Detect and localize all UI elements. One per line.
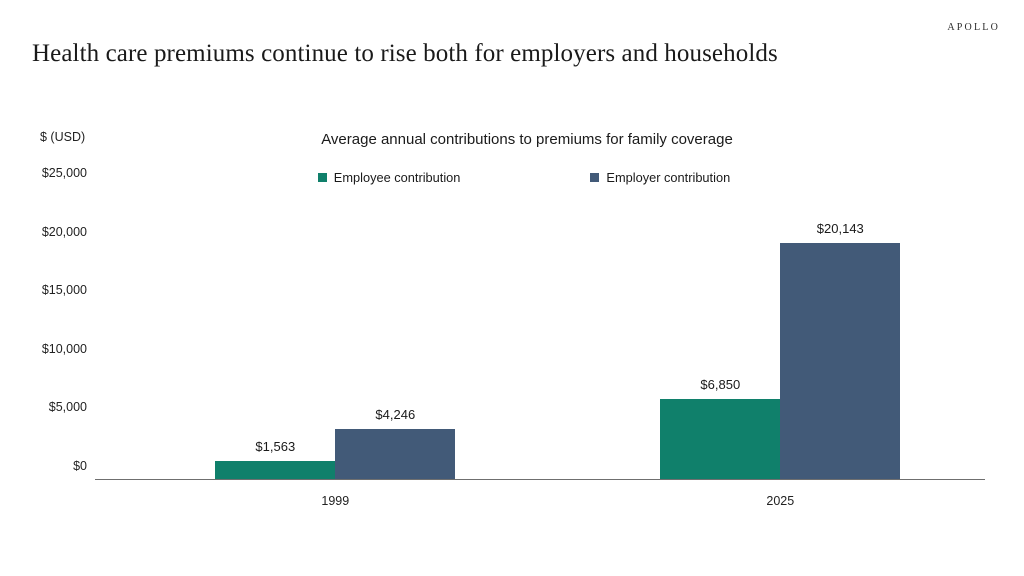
legend-item-employee: [318, 170, 461, 185]
x-axis-tick-label: 2025: [766, 494, 795, 508]
legend-swatch-employee: [318, 173, 327, 182]
apollo-logo: APOLLO: [947, 22, 1000, 33]
y-axis-tick-label: $10,000: [41, 341, 87, 356]
bar-value-label: $4,246: [375, 407, 416, 423]
chart-legend: [0, 170, 1024, 185]
legend-label-employer: Employer contribution: [606, 170, 731, 185]
page-title: Health care premiums continue to rise both for employers and households: [32, 40, 778, 67]
legend-swatch-employer: [590, 173, 599, 182]
y-axis-tick-label: $20,000: [41, 224, 87, 239]
y-axis-tick-label: $0: [73, 459, 87, 473]
bar-2025-employer: [780, 220, 900, 479]
y-axis-tick-label: $15,000: [41, 283, 87, 298]
bar-value-label: $1,563: [255, 438, 296, 454]
chart-title: Average annual contributions to premiums for family coverage: [321, 131, 733, 148]
y-axis-tick-label: $5,000: [48, 400, 87, 415]
x-axis-tick-label: 1999: [321, 494, 350, 508]
bar-value-label: $6,850: [700, 376, 741, 392]
y-axis-unit-label: $ (USD): [40, 130, 86, 144]
x-axis-line: [95, 479, 985, 480]
legend-label-employee: Employee contribution: [333, 170, 461, 185]
y-axis-tick-label: $25,000: [41, 166, 87, 180]
bar-1999-employer: [335, 407, 455, 479]
bar-value-label: $20,143: [816, 220, 864, 236]
bar-1999-employee: [215, 438, 335, 479]
bar-2025-employee: [660, 376, 780, 479]
legend-item-employer: [590, 170, 730, 185]
